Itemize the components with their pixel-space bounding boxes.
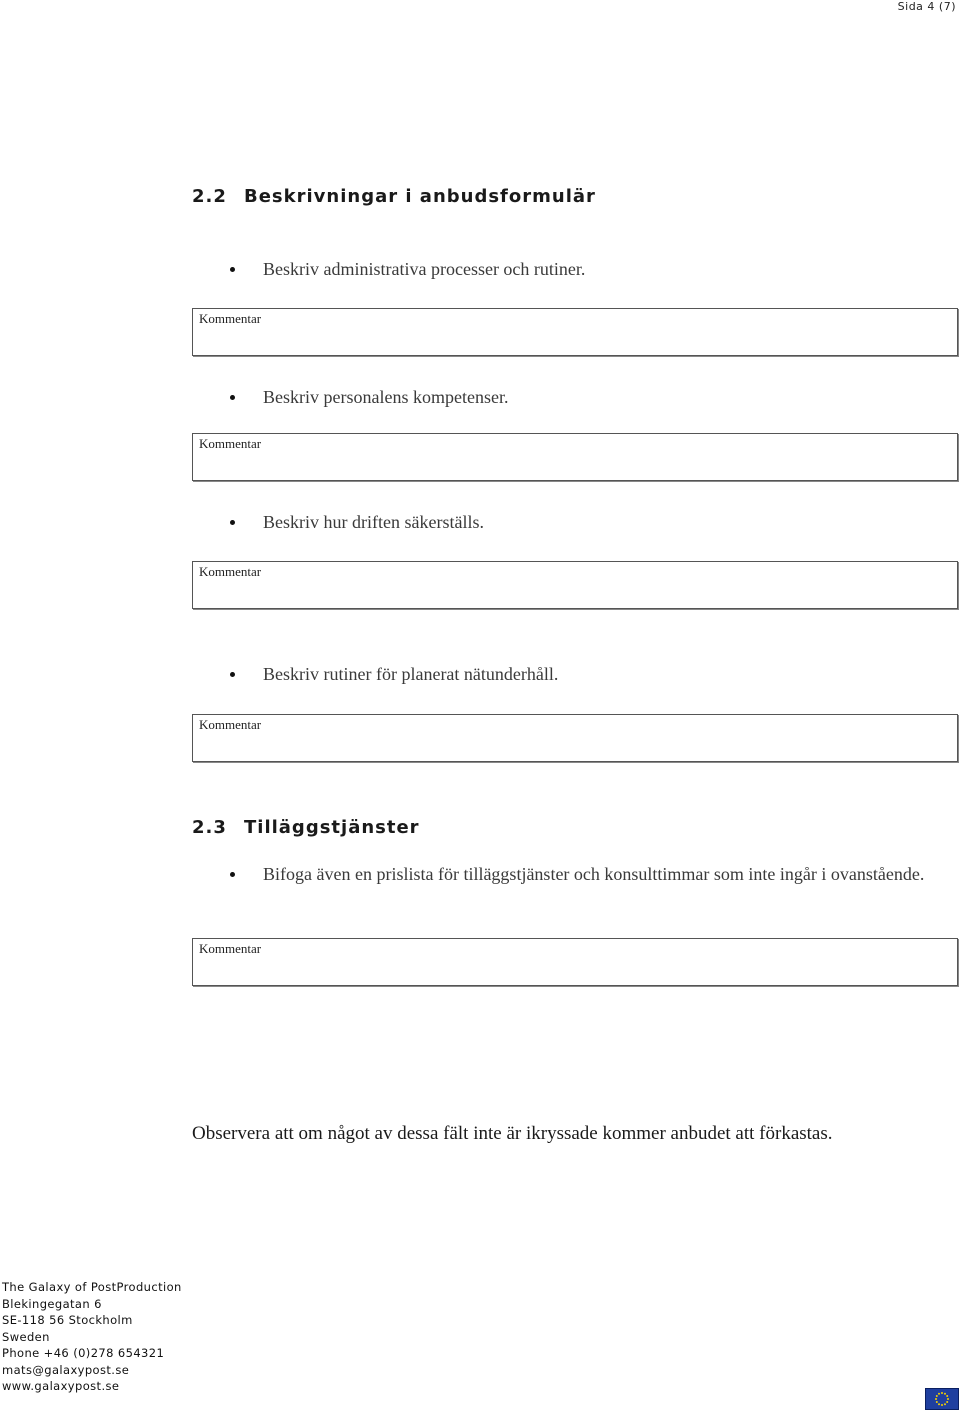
section-title: Beskrivningar i anbudsformulär — [244, 186, 596, 207]
bullet-icon — [230, 672, 235, 677]
comment-label: Kommentar — [199, 941, 262, 956]
footer-address — [2, 1279, 182, 1395]
list-item — [230, 257, 930, 282]
comment-field[interactable] — [192, 433, 958, 481]
comment-label: Kommentar — [199, 311, 262, 326]
comment-label: Kommentar — [199, 564, 262, 579]
comment-label: Kommentar — [199, 436, 262, 451]
bullet-icon — [230, 872, 235, 877]
list-item-text: Beskriv hur driften säkerställs. — [263, 512, 484, 532]
section-number: 2.3 — [192, 817, 227, 838]
list-item — [230, 510, 930, 535]
list-item-text: Beskriv personalens kompetenser. — [263, 387, 509, 407]
notice-text: Observera att om något av dessa fält inte är ikryssade kommer anbudet att förkastas. — [192, 1123, 833, 1144]
list-item — [230, 862, 930, 887]
eu-flag-stars — [926, 1389, 958, 1409]
comment-field[interactable] — [192, 938, 958, 986]
list-item — [230, 662, 930, 687]
footer-country: Sweden — [2, 1329, 50, 1344]
footer-street: Blekingegatan 6 — [2, 1296, 102, 1311]
section-heading-2-2 — [192, 186, 596, 207]
list-item-text: Bifoga även en prislista för tilläggstjänster och konsulttimmar som inte ingår i ovanstående. — [263, 864, 925, 884]
section-number: 2.2 — [192, 186, 227, 207]
section-heading-2-3 — [192, 817, 420, 838]
footer-company: The Galaxy of PostProduction — [2, 1280, 182, 1294]
comment-field[interactable] — [192, 561, 958, 609]
footer-phone: Phone +46 (0)278 654321 — [2, 1346, 165, 1360]
section-title: Tilläggstjänster — [244, 817, 420, 838]
comment-field[interactable] — [192, 714, 958, 762]
footer-web: www.galaxypost.se — [2, 1379, 120, 1393]
bullet-icon — [230, 395, 235, 400]
bullet-icon — [230, 267, 235, 272]
bullet-icon — [230, 520, 235, 525]
footer-city: SE-118 56 Stockholm — [2, 1313, 133, 1327]
comment-field[interactable] — [192, 308, 958, 356]
page-number: Sida 4 (7) — [897, 0, 956, 13]
list-item-text: Beskriv administrativa processer och rutiner. — [263, 259, 586, 279]
list-item — [230, 385, 930, 410]
list-item-text: Beskriv rutiner för planerat nätunderhåll. — [263, 664, 559, 684]
eu-flag-icon — [925, 1388, 959, 1410]
footer-email: mats@galaxypost.se — [2, 1362, 130, 1377]
comment-label: Kommentar — [199, 717, 262, 732]
